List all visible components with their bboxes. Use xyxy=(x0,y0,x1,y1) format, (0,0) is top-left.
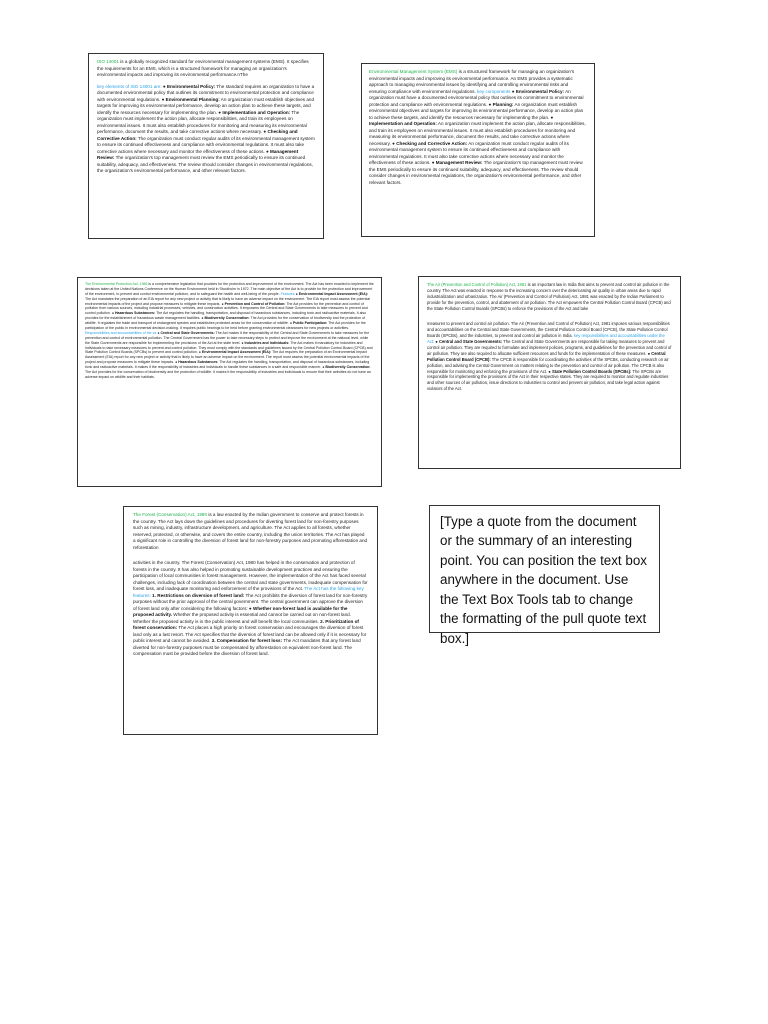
air-act-responsibilities: measures to prevent and control air pollution. The Air (Prevention and Control of Pollution) Act, 1981 imposes various responsibilities and accountabilities on the Central and State Governments, the Central Pollution Control Board (CPCB), the State Pollution Control Boards (SPCBs), and the industries, to prevent and control air pollution in India. key responsibilities and accountabilities under the Act: ● Central and State Governments: The Central and State Governments are responsible for taking measures to prevent and control air pollution. They are required to formulate and implement policies, programs, and guidelines for the prevention and control of air pollution. They are also required to allocate sufficient resources and funds for the implementation of these measures. ● Central Pollution Control Board (CPCB): The CPCB is responsible for coordinating the activities of the SPCBs, conducting research on air pollution, and advising the Central Government on matters relating to the prevention and control of air pollution. The CPCB is also responsible for monitoring and enforcing the provisions of the Act. ● State Pollution Control Boards (SPCBs): The SPCBs are responsible for implementing the provisions of the Act in their respective states. They are required to monitor and regulate industries and other sources of air pollution, issue directions to industries to control and prevent air pollution, and take legal action against violators of the Act. xyxy=(427,321,672,392)
forest-act-intro: The Forest (Conservation) Act, 1980 is a law enacted by the Indian government to conserve and protect forests in the country. The Act lays down the guidelines and procedures for diverting forest land for non-forestry purposes such as mining, industry, infrastructure development, and agriculture. The Act applies to all forests, whether reserved, protected, or otherwise, and covers the entire country, including the union territories. The Act has played a significant role in controlling the diversion of forest land for non-forestry purposes and promoting afforestation and reforestation xyxy=(133,512,368,550)
epa-1986-text-box[interactable] xyxy=(77,277,382,487)
forest-act-features: activities in the country. The Forest (Conservation) Act, 1980 has helped in the conservation and protection of forests in the country. It has also helped in promoting sustainable development practices and ensuring the participation of local communities in forest management. However, the implementation of the Act has faced several challenges, including lack of coordination between the central and state governments, inadequate compensation for forest loss, and inadequate monitoring and enforcement of the provisions of the Act. The Act has the following key features: 1. Restrictions on diversion of forest land: The Act prohibits the diversion of forest land for non-forestry purposes without the prior approval of the central government. The central government can approve the diversion of forest land only after considering the following factors: ● Whether non-forest land is available for the proposed activity. Whether the proposed activity is essential and cannot be carried out on non-forest land. Whether the proposed activity is in the public interest and will benefit the local communities. 2. Prioritization of forest conservation: The Act places a high priority on forest conservation and encourages the diversion of forest land only as a last resort. The Act specifies that the diversion of forest land can be allowed only if it is necessary for public interest and cannot be avoided. 3. Compensation for forest loss: The Act mandates that any forest land diverted for non-forestry purposes must be compensated by afforestation on equivalent non-forest land. The compensation must be provided before the diversion of forest land. xyxy=(133,560,368,657)
air-act-intro: The Air (Prevention and Control of Pollution) Act, 1981 is an important law in India that aims to prevent and control air pollution in the country. The Act was enacted in response to the increasing concern over the deteriorating air quality in urban areas due to rapid industrialization and urbanization. The Air (Prevention and Control of Pollution) Act, 1981 was enacted by the Indian Parliament to provide for the prevention, control, and abatement of air pollution. The Act empowers the Central Pollution Control Board (CPCB) and the State Pollution Control Boards (SPCBs) to enforce the provisions of the Act and take xyxy=(427,282,671,311)
epa-body: The Environmental Protection Act, 1986 is a comprehensive legislation that provides for the protection and improvement of the environment. The Act has been enacted to implement the decisions taken at the United Nations Conference on the Human Environment held in Stockholm in 1972. The main objective of the Act is to provide for the protection and improvement of the environment, to prevent and control environmental pollution, and to safeguard the health and well-being of the people. Features ● Environmental Impact Assessment (EIA): The Act mandates the preparation of an EIA report for any new project or activity that is likely to have an adverse impact on the environment. The EIA report must assess the potential environmental impacts of the project and propose measures to mitigate these impacts. ● Prevention and Control of Pollution: The Act provides for the prevention and control of pollution from various sources, including industrial processes, vehicles, and construction activities. It empowers the Central and State Governments to take measures to prevent and control pollution. ● Hazardous Substances: The Act regulates the handling, transportation, and disposal of hazardous substances, including toxic and radioactive materials. It also provides for the establishment of hazardous waste management facilities. ● Biodiversity Conservation: The Act provides for the conservation of biodiversity and the protection of wildlife. It regulates the trade and transport of endangered species and establishes protected areas for the conservation of wildlife. ● Public Participation: The Act provides for the participation of the public in environmental decision-making. It requires public hearings to be held before granting environmental clearances for new projects or activities. Responsibilities and accountabilities of the ca ● Central and State Governments: The Act makes it the responsibility of the Central and State Governments to take measures for the prevention and control of environmental pollution. The Central Government has the power to take necessary steps to protect and improve the environment at the national level, while the State Governments are responsible for implementing the provisions of the Act at the state level. ● Industries and Individuals: The Act makes it mandatory for industries and individuals to take necessary measures to prevent and control pollution. They must comply with the standards and guidelines issued by the Central Pollution Control Board (CPCB) and State Pollution Control Boards (SPCBs) to prevent and control pollution. ● Environmental Impact Assessment (EIA): The Act requires the preparation of an Environmental Impact Assessment (EIA) report for any new project or activity that is likely to have an adverse impact on the environment. The report must assess the potential environmental impacts of the project and propose measures to mitigate these impacts. ● Hazardous Substances: The Act regulates the handling, transportation, and disposal of hazardous substances, including toxic and radioactive materials. It makes it the responsibility of industries and individuals to handle these substances in a safe and responsible manner. ● Biodiversity Conservation: The Act provides for the conservation of biodiversity and the protection of wildlife. It makes it the responsibility of industries and individuals to ensure that their activities do not have an adverse impact on wildlife and their habitats. xyxy=(85,282,374,379)
ems-text-box[interactable] xyxy=(361,63,595,237)
iso-elements: key elements of ISO 14001 are: ● Environmental Policy: The standard requires an organization to have a documented environmental policy that outlines its commitment to environmental protection and compliance with environmental regulations. ● Environmental Planning: An organization must establish objectives and targets for improving its environmental performance, develop an action plan to achieve these targets, and identify the resources necessary for implementing the plan. ● Implementation and Operation: The organization must implement the action plan, allocate responsibilities, and train its employees on environmental issues. It must also establish procedures for monitoring and measuring its environmental performance, document the results, and take corrective actions where necessary. ● Checking and Corrective Action: The organization must conduct regular audits of its environmental management system to ensure its continued effectiveness and compliance with environmental regulations. It must also take corrective actions where necessary and monitor the effectiveness of these actions. ● Management Review: The organization's top management must review the EMS periodically to ensure its continued suitability, adequacy, and effectiveness. The review should consider changes in environmental regulations, the organization's environmental performance, and other relevant factors. xyxy=(97,83,315,174)
iso14001-text-box[interactable] xyxy=(88,53,324,239)
forest-act-1980-text-box[interactable] xyxy=(123,506,378,735)
iso-intro: ISO 14001 is a globally recognized standard for environmental management systems (EMS). It specifies the requirements for an EMS, which is a structured framework for managing an organization's environmental impacts and improving its environmental performance.nThe xyxy=(97,59,309,78)
pull-quote-text-box[interactable] xyxy=(429,505,660,646)
air-act-1981-text-box[interactable] xyxy=(418,276,681,469)
ems-body: Environmental Management System (EMS) is a structured framework for managing an organization's environmental impacts and improving its environmental performance. An EMS provides a systematic approach to managing environmental issues by identifying and controlling environmental risks and ensuring compliance with environmental regulations. key components ● Environmental Policy: An organization must have a documented environmental policy that outlines its commitment to environmental protection and compliance with environmental regulations. ● Planning: An organization must establish environmental objectives and targets for improving its environmental performance, develop an action plan to achieve these targets, and identify the resources necessary for implementing the plan. ● Implementation and Operation: An organization must implement the action plan, allocate responsibilities, and train its employees on environmental issues. It must also establish procedures for monitoring and measuring its environmental performance, document the results, and take corrective actions where necessary. ● Checking and Corrective Action: An organization must conduct regular audits of its environmental management system to ensure its continued effectiveness and compliance with environmental regulations. It must also take corrective actions where necessary and monitor the effectiveness of these actions. ● Management Review: The organization's top management must review the EMS periodically to ensure its continued suitability, adequacy, and effectiveness. The review should consider changes in environmental regulations, the organization's environmental performance, and other relevant factors. xyxy=(369,69,586,185)
pull-quote-text: [Type a quote from the document or the summary of an interesting point. You can position the text box anywhere in the document. Use the Text Box Tools tab to change the formatting of the pull quote text box.] xyxy=(440,514,647,646)
